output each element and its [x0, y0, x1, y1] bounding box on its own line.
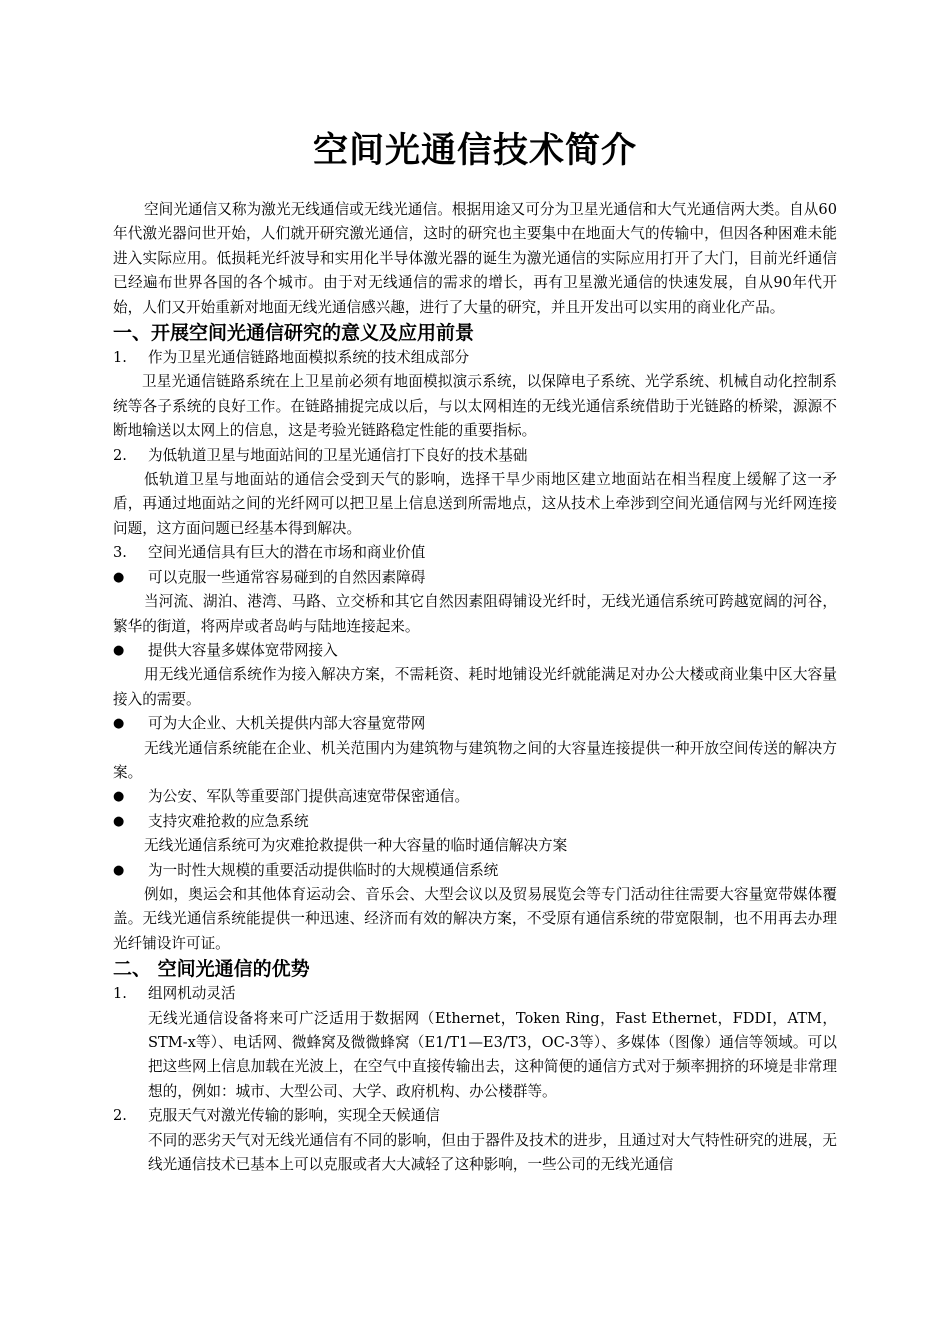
bullet-icon: ●	[113, 813, 125, 829]
item-title: 克服天气对激光传输的影响，实现全天候通信	[148, 1107, 440, 1125]
item-number: 2.	[113, 446, 127, 464]
bullet-icon: ●	[113, 789, 125, 805]
section-2-item-2	[113, 1104, 837, 1128]
bullet-6-text: 例如，奥运会和其他体育运动会、音乐会、大型会议以及贸易展览会等专门活动往往需要大容量宽带媒体覆盖。无线光通信系统能提供一种迅速、经济而有效的解决方案，不受原有通信系统的带宽限制，也不用再去办理光纤铺设许可证。	[113, 885, 837, 952]
item-title: 组网机动灵活	[148, 985, 236, 1003]
section-2-heading: 二、 空间光通信的优势	[113, 958, 310, 981]
bullet-icon: ●	[113, 569, 125, 585]
item-number: 3.	[113, 544, 127, 562]
bullet-icon: ●	[113, 642, 125, 658]
bullet-5-text: 无线光通信系统可为灾难抢救提供一种大容量的临时通信解决方案	[144, 837, 568, 855]
item-number: 2.	[113, 1107, 127, 1125]
bullet-icon: ●	[113, 862, 125, 878]
bullet-item-3	[113, 712, 837, 736]
item-title: 为低轨道卫星与地面站间的卫星光通信打下良好的技术基础	[148, 446, 528, 464]
bullet-title: 支持灾难抢救的应急系统	[148, 812, 309, 830]
bullet-item-6	[113, 859, 837, 883]
section-1-item-1-text: 卫星光通信链路系统在上卫星前必须有地面模拟演示系统，以保障电子系统、光学系统、机械自动化控制系统等各子系统的良好工作。在链路捕捉完成以后，与以太网相连的无线光通信系统借助于光链路的桥梁，源源不断地输送以太网上的信息，这是考验光链路稳定性能的重要指标。	[113, 373, 837, 440]
bullet-item-1	[113, 566, 837, 590]
bullet-title: 为公安、军队等重要部门提供高速宽带保密通信。	[148, 788, 470, 806]
bullet-title: 提供大容量多媒体宽带网接入	[148, 641, 338, 659]
bullet-item-2	[113, 639, 837, 663]
item-number: 1.	[113, 985, 127, 1003]
document-body	[113, 198, 837, 1177]
bullet-icon: ●	[113, 716, 125, 732]
item-title: 作为卫星光通信链路地面模拟系统的技术组成部分	[148, 349, 470, 367]
item-number: 1.	[113, 349, 127, 367]
item-title: 空间光通信具有巨大的潜在市场和商业价值	[148, 544, 426, 562]
section-1-item-1	[113, 346, 837, 370]
bullet-title: 为一时性大规模的重要活动提供临时的大规模通信系统	[148, 861, 499, 879]
section-2-item-2-text: 不同的恶劣天气对无线光通信有不同的影响，但由于器件及技术的进步，且通过对大气特性研究的进展，无线光通信技术已基本上可以克服或者大大减轻了这种影响，一些公司的无线光通信	[148, 1131, 837, 1174]
bullet-item-5	[113, 810, 837, 834]
bullet-1-text: 当河流、湖泊、港湾、马路、立交桥和其它自然因素阻碍铺设光纤时，无线光通信系统可跨越宽阔的河谷，繁华的街道，将两岸或者岛屿与陆地连接起来。	[113, 593, 837, 635]
bullet-3-text: 无线光通信系统能在企业、机关范围内为建筑物与建筑物之间的大容量连接提供一种开放空间传送的解决方案。	[113, 739, 837, 781]
section-1-heading: 一、开展空间光通信研究的意义及应用前景	[113, 322, 475, 345]
section-2-item-1	[113, 982, 837, 1006]
section-2-item-1-text: 无线光通信设备将来可广泛适用于数据网（Ethernet，Token Ring，Fast Ethernet，FDDI，ATM，STM-x等）、电话网、微蜂窝及微微蜂窝（E1/T1—E3/T3，OC-3等）、多媒体（图像）通信等领域。可以把这些网上信息加载在光波上，在空气中直接传输出去，这种简便的通信方式对于频率拥挤的环境是非常理想的，例如：城市、大型公司、大学、政府机构、办公楼群等。	[148, 1009, 837, 1100]
section-1-item-3	[113, 541, 837, 565]
bullet-title: 可以克服一些通常容易碰到的自然因素障碍	[148, 568, 426, 586]
bullet-item-4	[113, 785, 837, 809]
section-1-item-2	[113, 444, 837, 468]
document-title: 空间光通信技术简介	[312, 131, 637, 171]
bullet-title: 可为大企业、大机关提供内部大容量宽带网	[148, 715, 426, 733]
section-1-item-2-text: 低轨道卫星与地面站的通信会受到天气的影响，选择干旱少雨地区建立地面站在相当程度上缓解了这一矛盾，再通过地面站之间的光纤网可以把卫星上信息送到所需地点，这从技术上牵涉到空间光通信网与光纤网连接问题，这方面问题已经基本得到解决。	[113, 471, 837, 537]
intro-paragraph: 空间光通信又称为激光无线通信或无线光通信。根据用途又可分为卫星光通信和大气光通信两大类。自从60年代激光器问世开始，人们就开研究激光通信，这时的研究也主要集中在地面大气的传输中，但因各种困难未能进入实际应用。低损耗光纤波导和实用化半导体激光器的诞生为激光通信的实际应用打开了大门，目前光纤通信已经遍布世界各国的各个城市。由于对无线通信的需求的增长，再有卫星激光通信的快速发展，自从90年代开始，人们又开始重新对地面无线光通信感兴趣，进行了大量的研究，并且开发出可以实用的商业化产品。	[113, 201, 837, 316]
bullet-2-text: 用无线光通信系统作为接入解决方案，不需耗资、耗时地铺设光纤就能满足对办公大楼或商业集中区大容量接入的需要。	[113, 666, 837, 708]
